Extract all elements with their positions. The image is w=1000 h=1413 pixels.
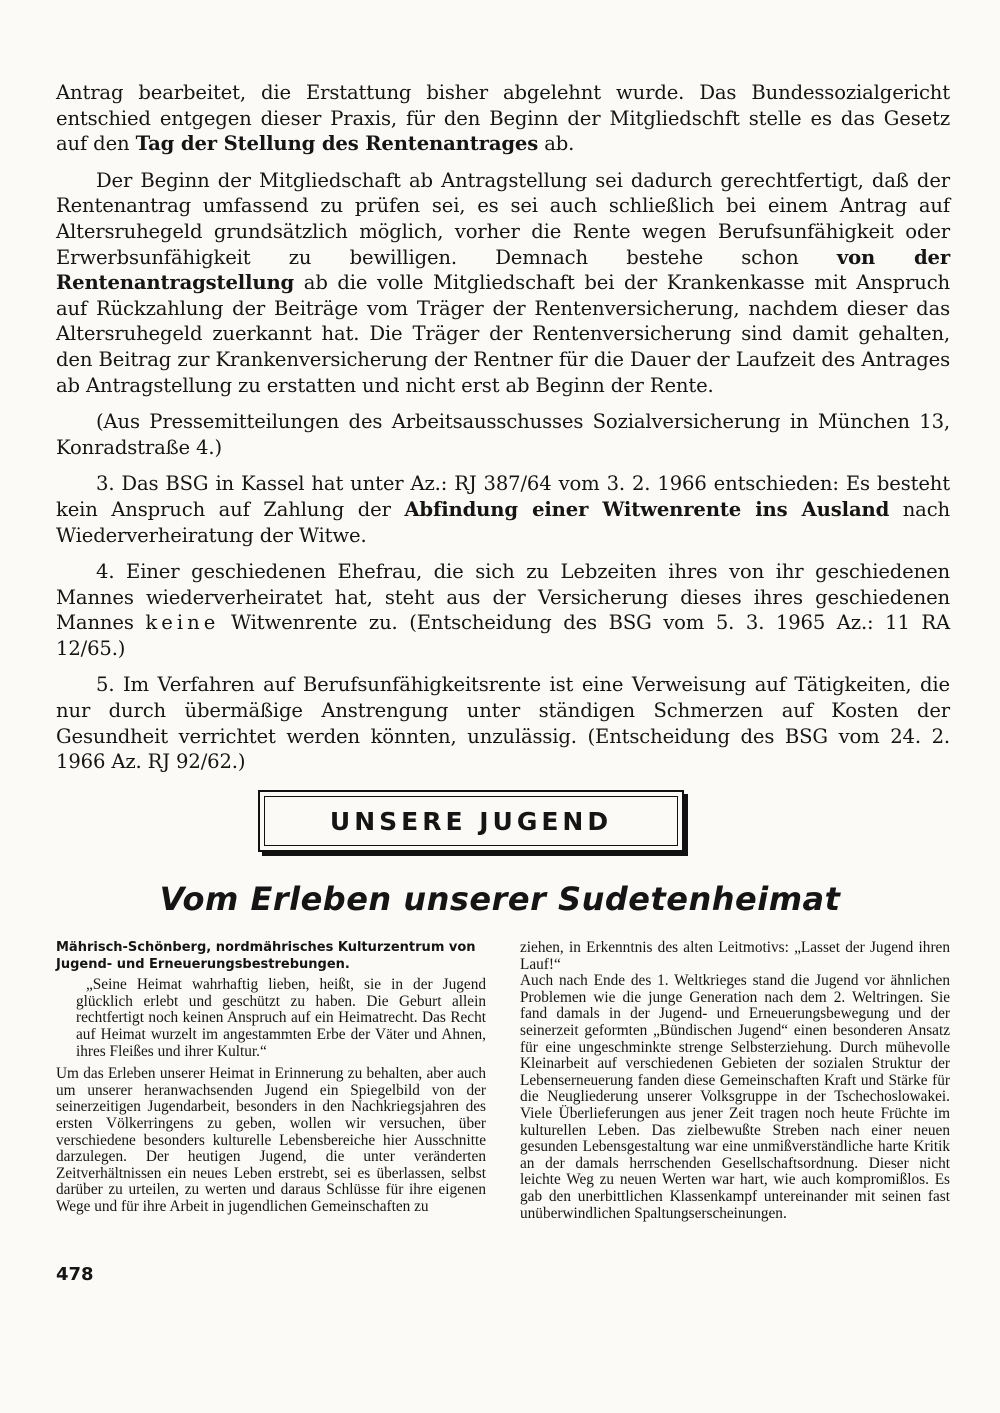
ruling-3-text: 3. Das BSG in Kassel hat unter Az.: RJ 387/64 vom 3. 2. 1966 entschieden: Es besteht kein Anspruch auf Zahlung der (56, 472, 950, 521)
article-dateline: Mährisch-Schönberg, nordmährisches Kulturzentrum von Jugend- und Erneuerungsbestrebungen. (56, 940, 476, 972)
ruling-4-text: 4. Einer geschiedenen Ehefrau, die sich zu Lebzeiten ihres von ihr geschiedenen Mannes wiederverheiratet hat, steht aus der Versicherung dieses ihres geschiedenen Mannes (56, 560, 950, 635)
paragraph-1-emphasis: Tag der Stellung des Rentenantrages (135, 132, 539, 156)
paragraph-2-text: Der Beginn der Mitgliedschaft ab Antragstellung sei dadurch gerechtfertigt, daß der Rentenantrag umfassend zu prüfen sei, es sei auch schließlich bei einem Antrag auf Altersruhegeld grundsätzlich möglich, vorher die Rente wegen Berufsunfähigkeit oder Erwerbsunfähigkeit zu bewilligen. Demnach bestehe schon (56, 168, 950, 269)
ruling-4-end: Witwenrente zu. (Entscheidung des BSG vom 5. 3. 1965 Az.: 11 RA 12/65.) (56, 611, 951, 660)
article-right-body-2: Auch nach Ende des 1. Weltkrieges stand die Jugend vor ähnlichen Problemen wie die junge Generation nach dem 2. Weltringen. Sie fand damals in der Jugend- und Erneuerungsbewegung und der seinerzeit geformten „Bündischen Jugend“ einen besonderen Ansatz für eine ungeschminkte strenge Selbsterziehung. Durch mühevolle Kleinarbeit auf verschiedenen Gebieten der sozialen Struktur der Lebenserneuerung fanden diese Gemeinschaften Kraft und Stärke für die Neugliederung unserer Volksgruppe in der Tschechoslowakei. Viele Überlieferungen aus jener Zeit tragen noch heute Früchte im kulturellen Leben. Das zielbewußte Streben nach einer neuen gesunden Lebensgestaltung war eine unmißverständliche harte Kritik an der damals herrschenden Gesellschaftsordnung. Dieser nicht leichte Weg zu neuen Werten war hart, wie auch kompromißlos. Es gab den unerbittlichen Klassenkampf untereinander mit seinen fast unüberwindlichen Spaltungserscheinungen. (520, 972, 950, 1222)
article-title: Vom Erleben unserer Sudetenheimat (159, 880, 841, 918)
paragraph-1-end: ab. (538, 132, 575, 156)
page-number: 478 (56, 1264, 94, 1285)
ruling-3-end: nach Wiederverheiratung der Witwe. (56, 497, 950, 547)
ruling-3-emphasis: Abfindung einer Witwenrente ins Ausland (404, 497, 890, 521)
ruling-item-5: 5. Im Verfahren auf Berufsunfähigkeitsrente ist eine Verweisung auf Tätigkeiten, die nur durch übermäßige Anstrengung unter ständigen Schmerzen auf Kosten der Gesundheit verrichtet werden könnten, unzulässig. (Entscheidung des BSG vom 24. 2. 1966 Az. RJ 92/62.) (56, 673, 950, 774)
section-heading-box (258, 790, 684, 852)
ruling-4-emphasis: keine (145, 611, 220, 635)
paragraph-1-text: Antrag bearbeitet, die Erstattung bisher abgelehnt wurde. Das Bundessozialgericht entschied entgegen dieser Praxis, für den Beginn der Mitgliedschft stelle es das Gesetz auf den (56, 81, 950, 156)
press-source-note: (Aus Pressemitteilungen des Arbeitsausschusses Sozialversicherung in München 13, Konradstraße 4.) (56, 410, 950, 459)
article-right-body-1: ziehen, in Erkenntnis des alten Leitmotivs: „Lasset der Jugend ihren Lauf!“ (520, 939, 950, 973)
paragraph-2 (56, 168, 950, 398)
section-heading: UNSERE JUGEND (264, 796, 678, 846)
paragraph-1 (56, 80, 950, 157)
upper-text-block (56, 80, 950, 786)
article-quote: „Seine Heimat wahrhaftig lieben, heißt, sie in der Jugend glücklich erlebt und geschützt zu haben. Die Geburt allein rechtfertigt noch keinen Anspruch auf ein Heimatrecht. Das Recht auf Heimat wurzelt im angestammten Erbe der Väter und Ahnen, ihres Fleißes und ihrer Kultur.“ (76, 976, 486, 1060)
paragraph-2-end: ab die volle Mitgliedschaft bei der Krankenkasse mit Anspruch auf Rückzahlung der Beiträge vom Träger der Rentenversicherung, nachdem dieser das Altersruhegeld zuerkannt hat. Die Träger der Rentenversicherung sind damit gehalten, den Beitrag zur Krankenversicherung der Rentner für die Dauer der Laufzeit des Antrages ab Antragstellung zu erstatten und nicht erst ab Beginn der Rente. (56, 271, 950, 397)
ruling-item-4 (56, 559, 950, 661)
paragraph-2-emphasis: von der Rentenantragstellung (56, 245, 950, 295)
ruling-item-3 (56, 471, 950, 548)
article-left-body: Um das Erleben unserer Heimat in Erinnerung zu behalten, aber auch um unserer heranwachsenden Jugend ein Spiegelbild von der seinerzeitigen Jugendarbeit, besonders in den Nachkriegsjahren des ersten Völkerringens zu geben, wollen wir versuchen, über verschiedene besonders kulturelle Lebensbereiche hier Ausschnitte darzulegen. Der heutigen Jugend, die unter veränderten Zeitverhältnissen ein neues Leben erstrebt, sei es überlassen, selbst darüber zu urteilen, zu werten und daraus Schlüsse für ihre eigenen Wege und für ihre Arbeit in jugendlichen Gemeinschaften zu (56, 1065, 486, 1215)
article-right-column (520, 940, 950, 1222)
article-left-column (56, 940, 486, 1222)
article-columns (56, 940, 950, 1222)
